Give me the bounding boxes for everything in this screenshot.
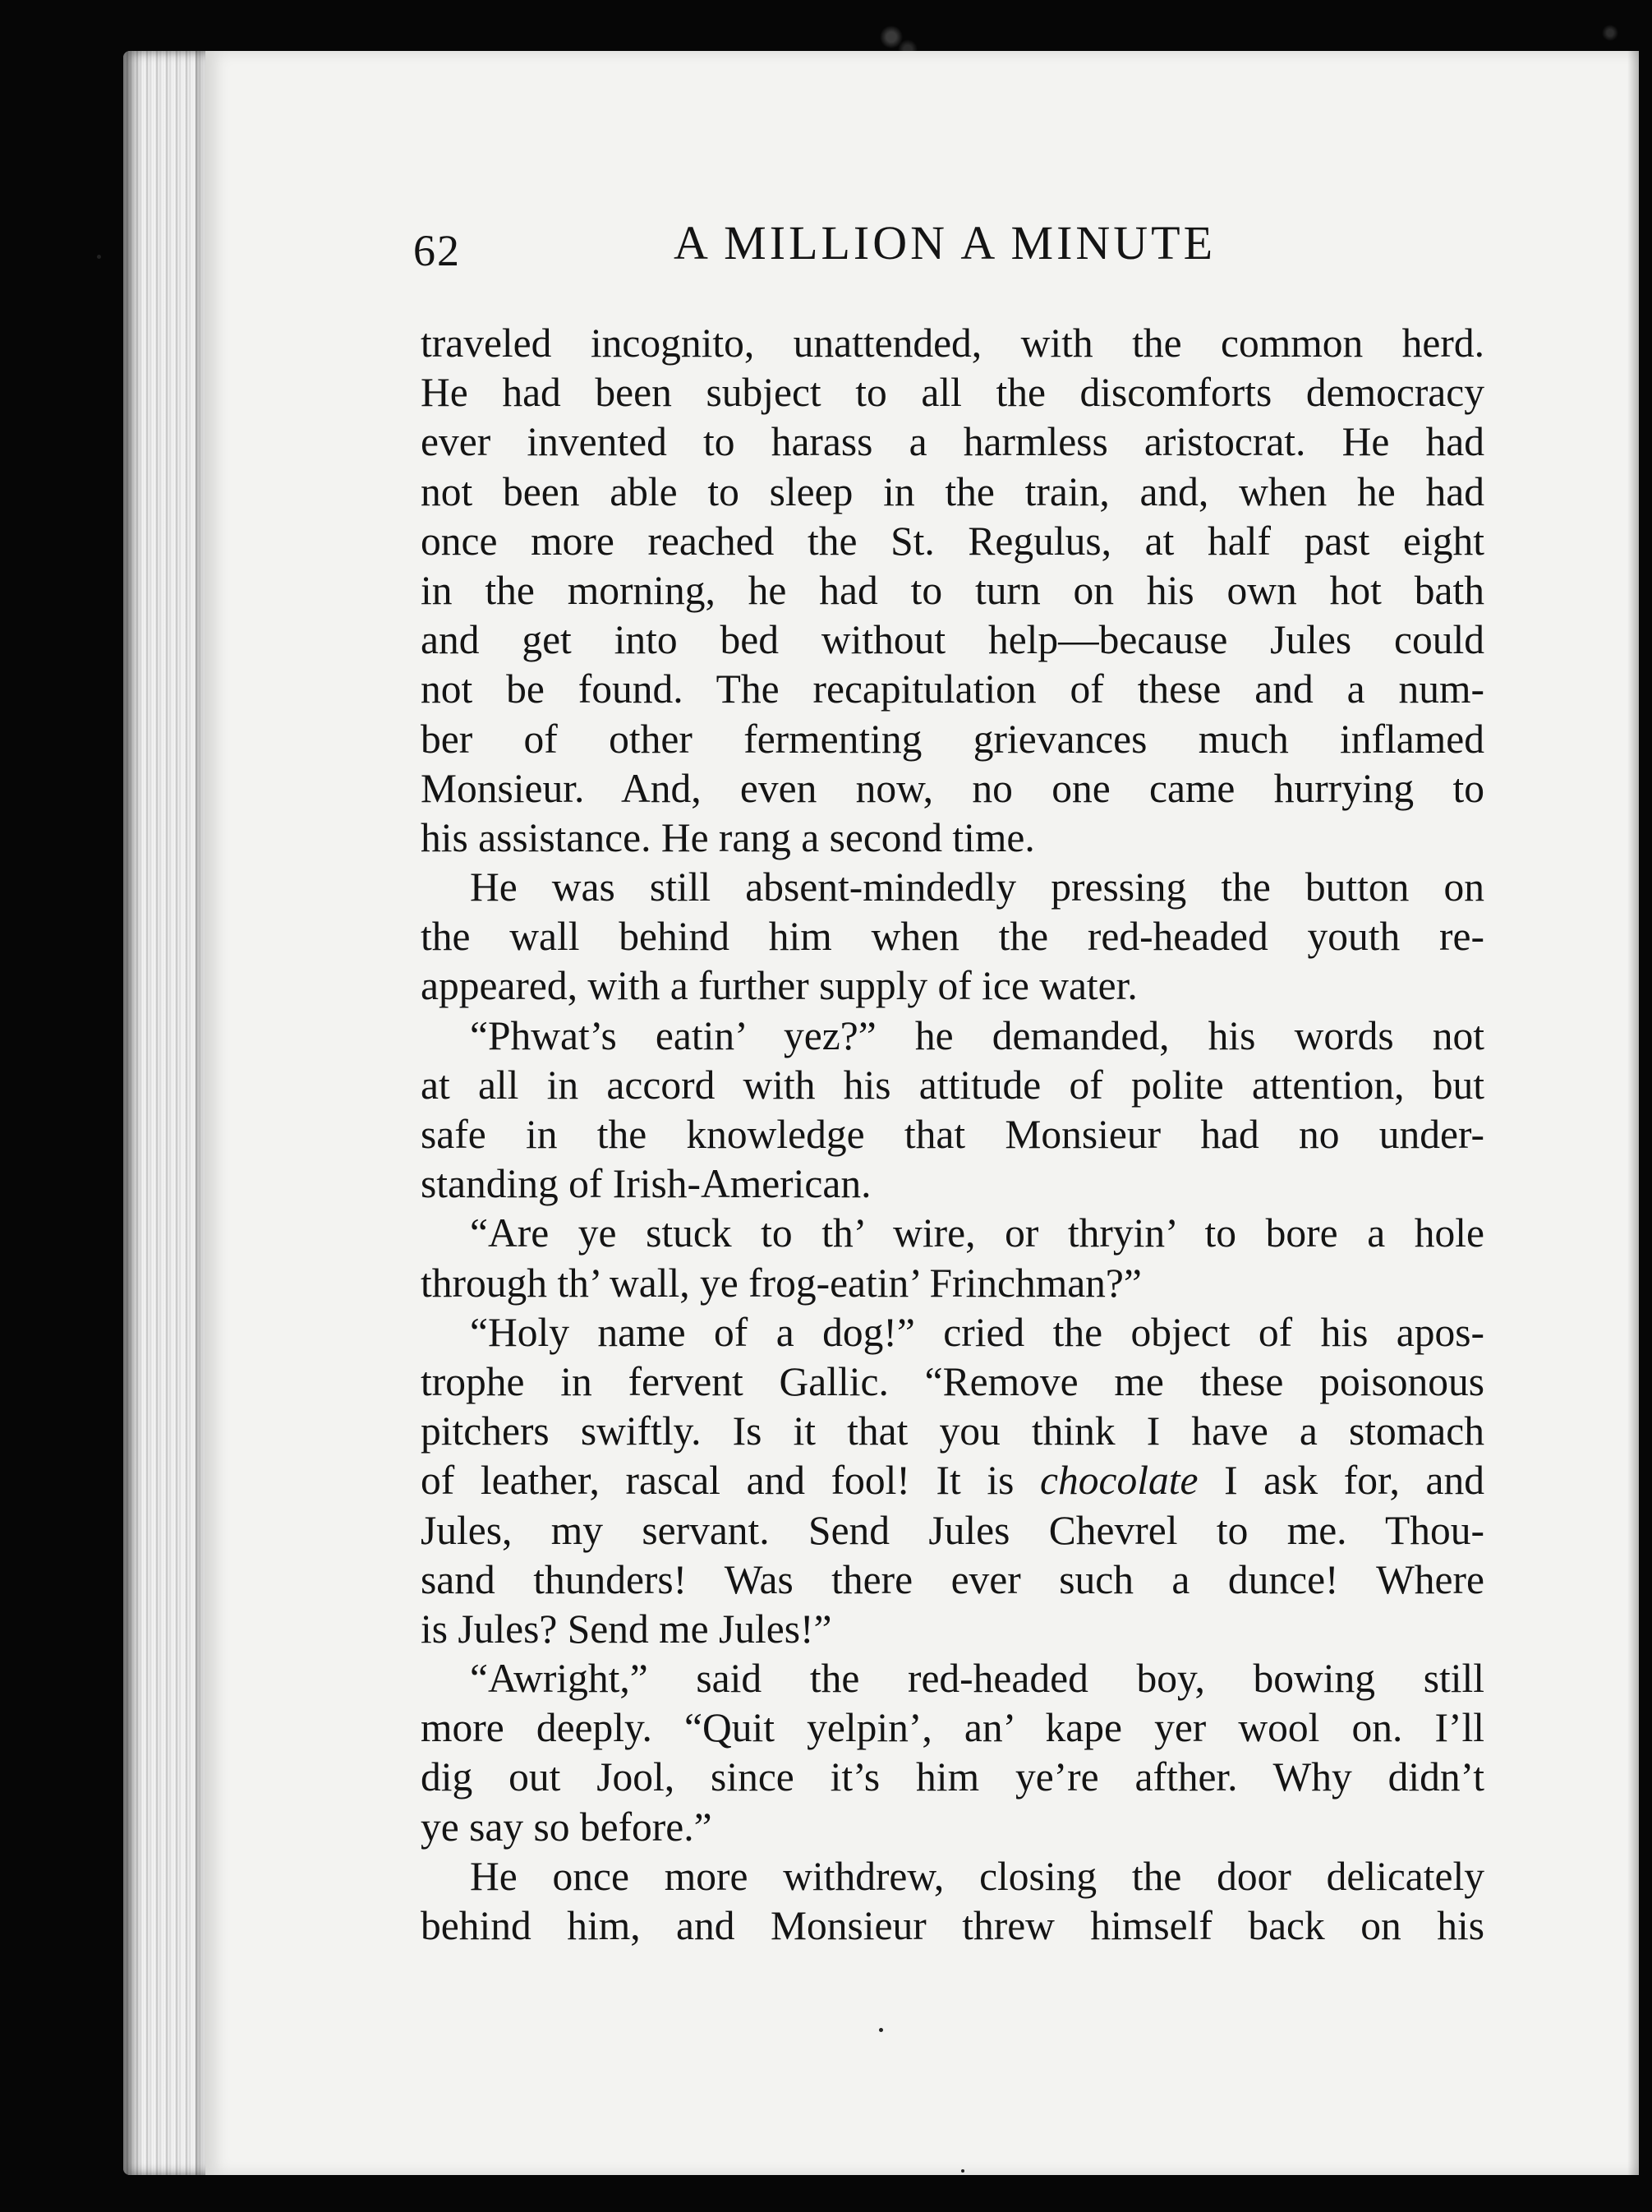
text-line: behind him, and Monsieur threw himself back on his (421, 1903, 1484, 1948)
text-line: safe in the knowledge that Monsieur had no under- (421, 1112, 1484, 1157)
text-line: more deeply. “Quit yelpin’, an’ kape yer wool on. I’ll (421, 1705, 1484, 1751)
scan-speck (97, 255, 101, 259)
text-line: “Awright,” said the red-headed boy, bowing still (470, 1656, 1484, 1702)
text-line: not been able to sleep in the train, and, when he had (421, 468, 1484, 514)
text-line: appeared, with a further supply of ice water. (421, 963, 1138, 1009)
text-line: ber of other fermenting grievances much inflamed (421, 716, 1484, 762)
scan-speck (879, 2028, 883, 2032)
text-line: through th’ wall, ye frog-eatin’ Frinchman?” (421, 1260, 1142, 1306)
text-line: He once more withdrew, closing the door delicately (470, 1853, 1484, 1899)
text-line: at all in accord with his attitude of polite attention, but (421, 1062, 1484, 1108)
text-line (421, 1456, 1484, 1505)
text-line: sand thunders! Was there ever such a dunce! Where (421, 1556, 1484, 1602)
italic-word: chocolate (1040, 1458, 1199, 1504)
text-line: “Holy name of a dog!” cried the object of his apos- (470, 1309, 1484, 1355)
text-line: not be found. The recapitulation of these and a num- (421, 666, 1484, 712)
page-number: 62 (413, 226, 461, 275)
text-segment: of leather, rascal and fool! It is (421, 1458, 1041, 1504)
text-line: He was still absent-mindedly pressing the button on (470, 864, 1484, 910)
text-line: traveled incognito, unattended, with the common herd. (421, 320, 1484, 366)
text-line: and get into bed without help—because Jules could (421, 617, 1484, 663)
text-line: ye say so before.” (421, 1804, 712, 1850)
text-line: He had been subject to all the discomforts democracy (421, 370, 1484, 416)
running-head (205, 215, 1462, 281)
text-line: is Jules? Send me Jules!” (421, 1606, 832, 1652)
text-line: “Phwat’s eatin’ yez?” he demanded, his words not (470, 1012, 1484, 1058)
text-line: Monsieur. And, even now, no one came hurrying to (421, 765, 1484, 811)
text-line: Jules, my servant. Send Jules Chevrel to me. Thou- (421, 1507, 1484, 1553)
book-page-edges (123, 51, 214, 2175)
text-line: “Are ye stuck to th’ wire, or thryin’ to bore a hole (470, 1210, 1484, 1256)
scan-speck (961, 2169, 964, 2173)
text-line: once more reached the St. Regulus, at half past eight (421, 518, 1484, 564)
text-line: his assistance. He rang a second time. (421, 814, 1035, 860)
body-text (421, 319, 1484, 1951)
book-title: A MILLION A MINUTE (674, 216, 1217, 270)
text-line: dig out Jool, since it’s him ye’re afther. Why didn’t (421, 1754, 1484, 1800)
text-line: the wall behind him when the red-headed youth re- (421, 914, 1484, 960)
text-line: pitchers swiftly. Is it that you think I have a stomach (421, 1408, 1484, 1454)
text-line: ever invented to harass a harmless aristocrat. He had (421, 419, 1484, 465)
text-line: trophe in fervent Gallic. “Remove me these poisonous (421, 1358, 1484, 1404)
text-segment: I ask for, and (1198, 1458, 1484, 1504)
text-line: standing of Irish-American. (421, 1161, 872, 1207)
text-line: in the morning, he had to turn on his own hot bath (421, 567, 1484, 613)
